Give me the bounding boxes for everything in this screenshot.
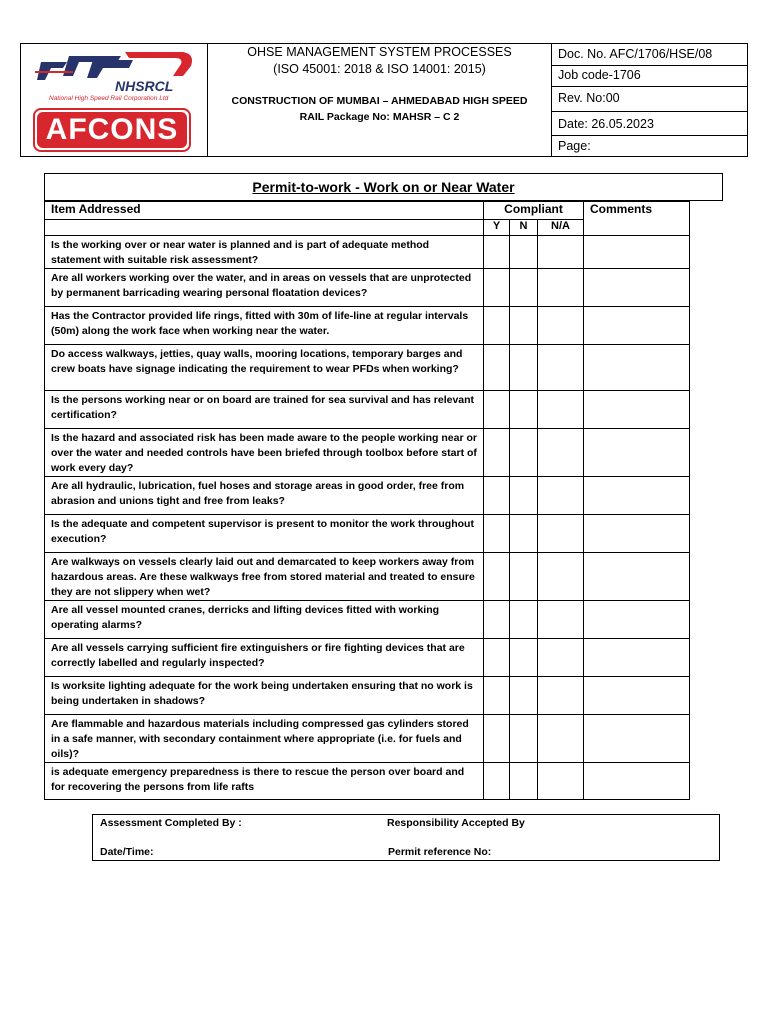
na-cell[interactable]	[538, 639, 584, 677]
checklist-row	[45, 307, 690, 345]
no-cell[interactable]	[510, 269, 538, 307]
checklist-row	[45, 429, 690, 477]
checklist-row	[45, 639, 690, 677]
no-cell[interactable]	[510, 236, 538, 269]
no-cell[interactable]	[510, 429, 538, 477]
na-cell[interactable]	[538, 477, 584, 515]
nhsrcl-logo-text: NHSRCL	[115, 78, 174, 94]
afcons-logo-text: AFCONS	[37, 112, 187, 148]
checklist-question: Are all hydraulic, lubrication, fuel hoses and storage areas in good order, free from abrasion and unions tight and free from leaks?	[45, 477, 484, 515]
checklist-question: Are all workers working over the water, and in areas on vessels that are unprotected by permanent barricading wearing personal floatation devices?	[45, 269, 484, 307]
page-number: Page:	[558, 139, 591, 153]
checklist-table	[44, 201, 690, 800]
checklist-question: Do access walkways, jetties, quay walls, mooring locations, temporary barges and crew boats have signage indicating the requirement to wear PFDs when working?	[45, 345, 484, 391]
no-cell[interactable]	[510, 639, 538, 677]
assessment-completed-label: Assessment Completed By :	[100, 817, 242, 829]
header-divider	[551, 135, 747, 136]
checklist-row	[45, 269, 690, 307]
no-cell[interactable]	[510, 345, 538, 391]
no-cell[interactable]	[510, 677, 538, 715]
checklist-row	[45, 601, 690, 639]
comments-cell[interactable]	[584, 477, 690, 515]
checklist-question: is adequate emergency preparedness is there to rescue the person over board and for recovering the persons from life rafts	[45, 763, 484, 800]
comments-cell[interactable]	[584, 345, 690, 391]
yes-cell[interactable]	[484, 269, 510, 307]
checklist-question: Are walkways on vessels clearly laid out and demarcated to keep workers away from hazardous areas. Are these walkways free from stored material and treated to ensure they are not slippery when wet?	[45, 553, 484, 601]
document-date: Date: 26.05.2023	[558, 117, 654, 131]
na-cell[interactable]	[538, 677, 584, 715]
project-name: CONSTRUCTION OF MUMBAI – AHMEDABAD HIGH SPEED	[231, 95, 528, 107]
doc-number: Doc. No. AFC/1706/HSE/08	[558, 47, 713, 61]
yes-cell[interactable]	[484, 515, 510, 553]
signoff-box	[92, 814, 720, 861]
yes-header: Y	[484, 220, 510, 236]
item-addressed-header: Item Addressed	[45, 202, 484, 220]
yes-cell[interactable]	[484, 553, 510, 601]
no-cell[interactable]	[510, 715, 538, 763]
comments-cell[interactable]	[584, 715, 690, 763]
yes-cell[interactable]	[484, 391, 510, 429]
item-header-spacer	[45, 220, 484, 236]
comments-cell[interactable]	[584, 515, 690, 553]
header-divider	[551, 111, 747, 112]
na-cell[interactable]	[538, 763, 584, 800]
comments-cell[interactable]	[584, 269, 690, 307]
comments-cell[interactable]	[584, 553, 690, 601]
yes-cell[interactable]	[484, 429, 510, 477]
yes-cell[interactable]	[484, 715, 510, 763]
yes-cell[interactable]	[484, 639, 510, 677]
no-header: N	[510, 220, 538, 236]
checklist-question: Is the working over or near water is planned and is part of adequate method statement with suitable risk assessment?	[45, 236, 484, 269]
no-cell[interactable]	[510, 553, 538, 601]
no-cell[interactable]	[510, 477, 538, 515]
no-cell[interactable]	[510, 307, 538, 345]
compliant-header: Compliant	[484, 202, 584, 220]
yes-cell[interactable]	[484, 236, 510, 269]
nhsrcl-logo	[33, 46, 203, 104]
checklist-row	[45, 715, 690, 763]
na-cell[interactable]	[538, 345, 584, 391]
na-cell[interactable]	[538, 236, 584, 269]
na-cell[interactable]	[538, 601, 584, 639]
yes-cell[interactable]	[484, 763, 510, 800]
comments-cell[interactable]	[584, 639, 690, 677]
no-cell[interactable]	[510, 763, 538, 800]
comments-cell[interactable]	[584, 391, 690, 429]
afcons-logo	[33, 108, 191, 152]
checklist-row	[45, 553, 690, 601]
comments-cell[interactable]	[584, 677, 690, 715]
checklist-row	[45, 477, 690, 515]
checklist-question: Is the persons working near or on board are trained for sea survival and has relevant certification?	[45, 391, 484, 429]
checklist-question: Are all vessels carrying sufficient fire extinguishers or fire fighting devices that are correctly labelled and regularly inspected?	[45, 639, 484, 677]
comments-cell[interactable]	[584, 429, 690, 477]
checklist-row	[45, 515, 690, 553]
na-cell[interactable]	[538, 715, 584, 763]
na-cell[interactable]	[538, 307, 584, 345]
header-divider	[551, 86, 747, 87]
comments-cell[interactable]	[584, 236, 690, 269]
no-cell[interactable]	[510, 391, 538, 429]
document-header	[20, 43, 748, 157]
comments-cell[interactable]	[584, 763, 690, 800]
yes-cell[interactable]	[484, 677, 510, 715]
checklist-row	[45, 763, 690, 800]
checklist-row	[45, 391, 690, 429]
yes-cell[interactable]	[484, 345, 510, 391]
na-cell[interactable]	[538, 391, 584, 429]
na-cell[interactable]	[538, 553, 584, 601]
yes-cell[interactable]	[484, 307, 510, 345]
na-cell[interactable]	[538, 429, 584, 477]
nhsrcl-logo-caption: National High Speed Rail Corporation Ltd	[49, 95, 169, 102]
no-cell[interactable]	[510, 515, 538, 553]
checklist-question: Is worksite lighting adequate for the work being undertaken ensuring that no work is being undertaken in shadows?	[45, 677, 484, 715]
na-cell[interactable]	[538, 269, 584, 307]
permit-title	[44, 173, 723, 201]
job-code: Job code-1706	[558, 68, 641, 82]
yes-cell[interactable]	[484, 477, 510, 515]
checklist-question: Is the hazard and associated risk has been made aware to the people working near or over the water and needed controls have been briefed through toolbox before start of work every day?	[45, 429, 484, 477]
checklist-question: Are all vessel mounted cranes, derricks and lifting devices fitted with working operating alarms?	[45, 601, 484, 639]
comments-header: Comments	[584, 202, 690, 236]
checklist-row	[45, 236, 690, 269]
comments-cell[interactable]	[584, 601, 690, 639]
checklist-question: Are flammable and hazardous materials including compressed gas cylinders stored in a safe manner, with secondary containment where appropriate (i.e. for fuels and oils)?	[45, 715, 484, 763]
header-standards: (ISO 45001: 2018 & ISO 14001: 2015)	[273, 62, 486, 76]
header-title: OHSE MANAGEMENT SYSTEM PROCESSES	[247, 45, 512, 59]
project-package: RAIL Package No: MAHSR – C 2	[299, 111, 460, 123]
na-header: N/A	[538, 220, 584, 236]
permit-title-text: Permit-to-work - Work on or Near Water	[252, 179, 515, 195]
yes-cell[interactable]	[484, 601, 510, 639]
no-cell[interactable]	[510, 601, 538, 639]
revision-number: Rev. No:00	[558, 91, 620, 105]
comments-cell[interactable]	[584, 307, 690, 345]
na-cell[interactable]	[538, 515, 584, 553]
permit-reference-label: Permit reference No:	[388, 846, 492, 858]
responsibility-accepted-label: Responsibility Accepted By	[387, 817, 525, 829]
checklist-row	[45, 345, 690, 391]
header-divider	[551, 65, 747, 66]
header-divider	[551, 44, 552, 156]
checklist-row	[45, 677, 690, 715]
datetime-label: Date/Time:	[100, 846, 154, 858]
checklist-question: Is the adequate and competent supervisor is present to monitor the work throughout execution?	[45, 515, 484, 553]
checklist-question: Has the Contractor provided life rings, fitted with 30m of life-line at regular intervals (50m) along the work face when working near the water.	[45, 307, 484, 345]
